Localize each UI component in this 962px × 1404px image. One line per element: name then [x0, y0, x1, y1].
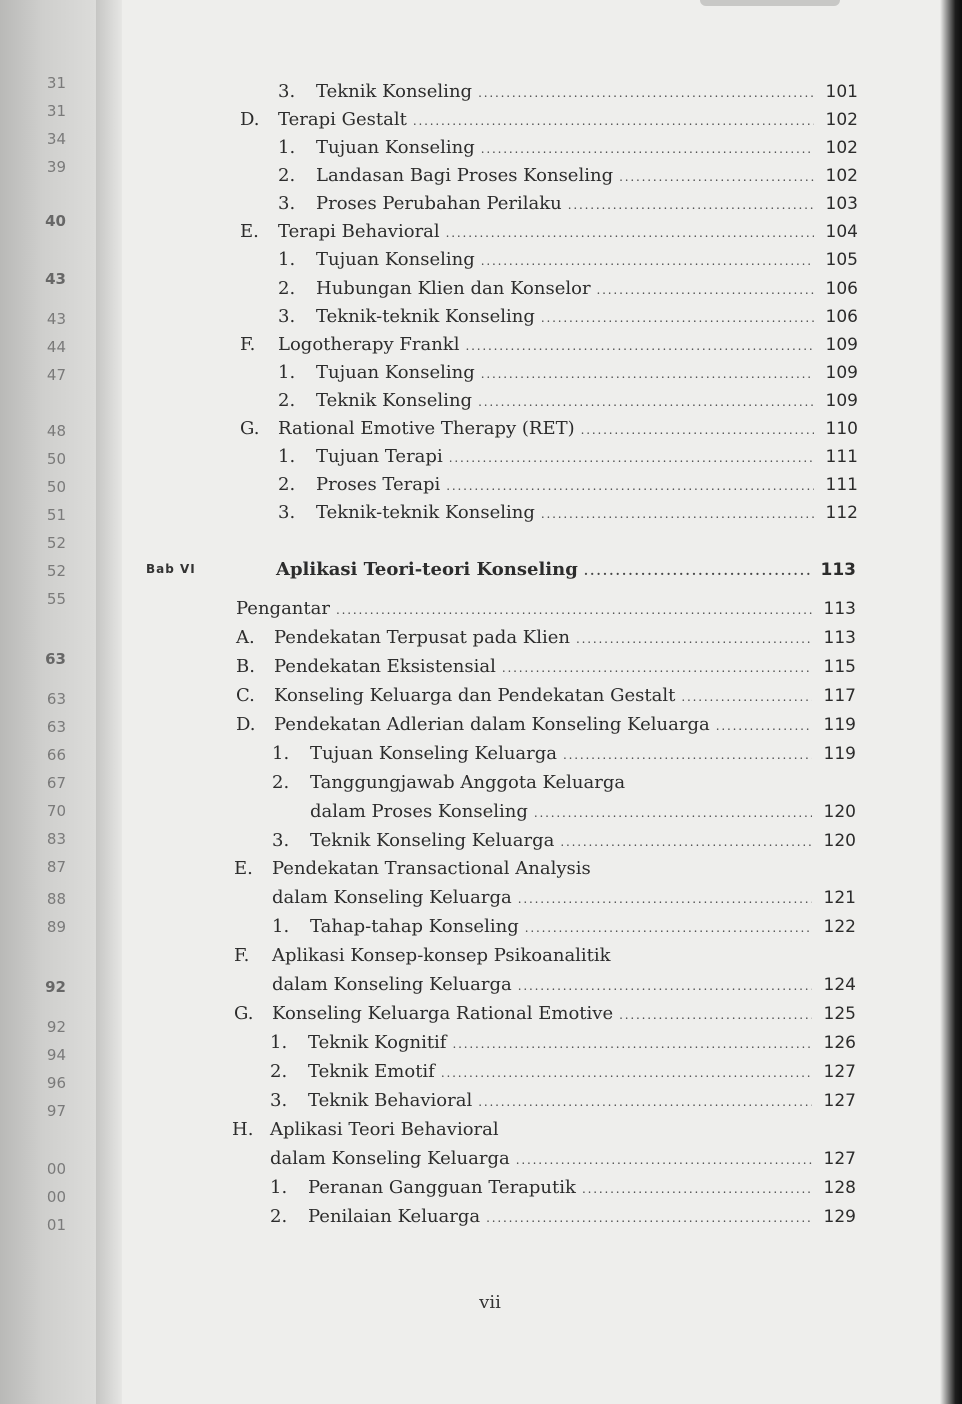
toc-entry-title: Pendekatan Transactional Analysis [272, 858, 591, 879]
toc-entry-title: Konseling Keluarga dan Pendekatan Gestalt [274, 685, 676, 706]
toc-entry [278, 248, 858, 273]
adjacent-page-number: 87 [46, 858, 66, 876]
adjacent-page-number: 83 [46, 830, 66, 848]
toc-entry [240, 333, 858, 358]
toc-entry [278, 361, 858, 386]
toc-entry-title: Peranan Gangguan Teraputik [308, 1177, 576, 1198]
toc-entry-marker: 3. [278, 306, 296, 327]
toc-entry-marker: 1. [272, 916, 290, 937]
toc-entry [236, 626, 856, 651]
adjacent-page-number: 63 [46, 690, 66, 708]
toc-entry [278, 192, 858, 217]
toc-leader-dots [619, 1003, 812, 1027]
toc-entry-page: 102 [825, 166, 858, 186]
toc-leader-dots [518, 974, 812, 998]
toc-entry [278, 80, 858, 105]
toc-entry [278, 277, 858, 302]
adjacent-page-number: 40 [45, 212, 66, 230]
adjacent-page-number: 55 [46, 590, 66, 608]
adjacent-page-number: 96 [46, 1074, 66, 1092]
toc-entry-marker: F. [234, 945, 250, 966]
toc-leader-dots [336, 598, 812, 622]
toc-entry-page: 101 [825, 82, 858, 102]
toc-entry [278, 501, 858, 526]
toc-entry-marker: 2. [270, 1061, 288, 1082]
toc-entry [270, 1176, 856, 1201]
toc-leader-dots [716, 714, 812, 738]
toc-entry [278, 445, 858, 470]
adjacent-page-number: 44 [46, 338, 66, 356]
toc-leader-dots [563, 743, 812, 767]
toc-entry [240, 220, 858, 245]
toc-entry-title: Proses Terapi [316, 474, 441, 495]
adjacent-page-number: 39 [46, 158, 66, 176]
toc-entry-title: Proses Perubahan Perilaku [316, 193, 562, 214]
toc-entry-title: dalam Proses Konseling [310, 801, 528, 822]
toc-leader-dots [478, 390, 814, 414]
toc-entry-marker: 3. [278, 81, 296, 102]
toc-entry [240, 108, 858, 133]
adjacent-page-number: 01 [46, 1216, 66, 1234]
toc-entry-page: 104 [825, 222, 858, 242]
toc-entry-marker: 1. [270, 1177, 288, 1198]
adjacent-page-number: 43 [45, 270, 66, 288]
toc-entry [270, 1089, 856, 1114]
toc-entry [272, 800, 856, 825]
toc-entry-title: Teknik Konseling [316, 81, 473, 102]
toc-entry-title: Pendekatan Adlerian dalam Konseling Keluarga [274, 714, 710, 735]
adjacent-page-number: 34 [46, 130, 66, 148]
adjacent-page-number: 52 [46, 534, 66, 552]
toc-entry-page: 113 [823, 628, 856, 648]
toc-entry-marker: H. [232, 1119, 254, 1140]
toc-entry-page: 128 [823, 1178, 856, 1198]
toc-entry-title: Penilaian Keluarga [308, 1206, 481, 1227]
toc-entry-title: Pengantar [236, 598, 330, 619]
adjacent-page-number: 52 [46, 562, 66, 580]
toc-entry-page: 113 [820, 560, 856, 580]
toc-entry-title: Tujuan Konseling [316, 362, 475, 383]
toc-entry [236, 684, 856, 709]
toc-entry-title: Pendekatan Eksistensial [274, 656, 496, 677]
toc-leader-dots [465, 334, 814, 358]
toc-entry-marker: 3. [272, 830, 290, 851]
toc-entry [278, 136, 858, 161]
toc-entry-title: Aplikasi Teori Behavioral [270, 1119, 499, 1140]
toc-entry-marker: B. [236, 656, 255, 677]
toc-entry [270, 1060, 856, 1085]
toc-leader-dots [502, 656, 812, 680]
toc-entry-marker: 3. [278, 502, 296, 523]
toc-entry-marker: A. [236, 627, 255, 648]
adjacent-page-number: 50 [46, 478, 66, 496]
toc-leader-dots [582, 1177, 812, 1201]
toc-leader-dots [478, 1090, 812, 1114]
toc-entry [278, 473, 858, 498]
toc-entry-marker: 1. [270, 1032, 288, 1053]
toc-entry-marker: 2. [278, 390, 296, 411]
adjacent-page-number: 50 [46, 450, 66, 468]
toc-entry-page: 119 [823, 715, 856, 735]
adjacent-page-number: 31 [46, 74, 66, 92]
toc-entry [272, 915, 856, 940]
toc-entry-page: 106 [825, 307, 858, 327]
toc-entry [278, 389, 858, 414]
toc-entry [234, 944, 856, 968]
toc-entry-marker: 1. [278, 446, 296, 467]
toc-entry-page: 127 [823, 1149, 856, 1169]
toc-entry-marker: G. [240, 418, 260, 439]
toc-entry-title: Teknik Konseling [316, 390, 473, 411]
toc-leader-dots [568, 193, 814, 217]
toc-entry-page: 105 [825, 250, 858, 270]
toc-entry-marker: 2. [270, 1206, 288, 1227]
toc-entry-marker: 2. [278, 474, 296, 495]
toc-entry-title: Terapi Gestalt [278, 109, 407, 130]
adjacent-page-number: 43 [46, 310, 66, 328]
toc-leader-dots [481, 249, 814, 273]
adjacent-page-number: 88 [46, 890, 66, 908]
toc-entry-marker: C. [236, 685, 255, 706]
toc-leader-dots [597, 278, 814, 302]
toc-entry-title: Teknik Kognitif [308, 1032, 447, 1053]
toc-entry-marker: F. [240, 334, 256, 355]
toc-leader-dots [441, 1061, 812, 1085]
toc-leader-dots [481, 362, 814, 386]
toc-entry-title: Tahap-tahap Konseling [310, 916, 519, 937]
toc-entry-page: 127 [823, 1062, 856, 1082]
toc-leader-dots [413, 109, 814, 133]
adjacent-page-number: 94 [46, 1046, 66, 1064]
toc-entry [232, 1147, 856, 1172]
toc-entry-title: Teknik Konseling Keluarga [310, 830, 555, 851]
toc-entry-page: 106 [825, 279, 858, 299]
toc-entry-marker: 1. [278, 362, 296, 383]
toc-entry-page: 129 [823, 1207, 856, 1227]
adjacent-page-number: 00 [46, 1160, 66, 1178]
toc-entry-page: 111 [825, 447, 858, 467]
toc-entry-page: 102 [825, 138, 858, 158]
adjacent-page-number: 51 [46, 506, 66, 524]
toc-entry-marker: 2. [278, 278, 296, 299]
toc-entry-title: Tujuan Terapi [316, 446, 443, 467]
toc-leader-dots [446, 474, 814, 498]
toc-entry [234, 1002, 856, 1027]
toc-entry-page: 103 [825, 194, 858, 214]
toc-leader-dots [581, 418, 814, 442]
toc-entry-title: Tujuan Konseling [316, 249, 475, 270]
toc-entry-page: 109 [825, 363, 858, 383]
adjacent-page-number: 47 [46, 366, 66, 384]
toc-entry-page: 120 [823, 831, 856, 851]
toc-entry [234, 886, 856, 911]
toc-leader-dots [516, 1148, 812, 1172]
toc-entry-marker: D. [236, 714, 256, 735]
toc-entry-page: 115 [823, 657, 856, 677]
toc-entry-page: 125 [823, 1004, 856, 1024]
toc-entry-page: 122 [823, 917, 856, 937]
toc-entry-page: 124 [823, 975, 856, 995]
toc-entry-title: Teknik Emotif [308, 1061, 435, 1082]
adjacent-page-number: 63 [45, 650, 66, 668]
toc-entry-title: Terapi Behavioral [278, 221, 440, 242]
toc-entry-page: 113 [823, 599, 856, 619]
adjacent-page-number: 63 [46, 718, 66, 736]
adjacent-page-number: 00 [46, 1188, 66, 1206]
toc-entry-marker: 3. [270, 1090, 288, 1111]
toc-leader-dots [481, 137, 814, 161]
toc-entry-page: 110 [825, 419, 858, 439]
toc-leader-dots [446, 221, 814, 245]
toc-leader-dots [619, 165, 814, 189]
toc-entry [278, 305, 858, 330]
adjacent-page-number: 92 [46, 1018, 66, 1036]
toc-entry [278, 164, 858, 189]
toc-entry-title: Hubungan Klien dan Konselor [316, 278, 591, 299]
toc-leader-dots [534, 801, 812, 825]
toc-entry [236, 713, 856, 738]
toc-entry-title: dalam Konseling Keluarga [272, 974, 512, 995]
adjacent-page-number: 97 [46, 1102, 66, 1120]
toc-entry [232, 1118, 856, 1142]
toc-entry-marker: 1. [278, 249, 296, 270]
toc-entry-title: Pendekatan Terpusat pada Klien [274, 627, 570, 648]
toc-entry-page: 126 [823, 1033, 856, 1053]
toc-entry-page: 127 [823, 1091, 856, 1111]
adjacent-page-number: 67 [46, 774, 66, 792]
adjacent-page-number: 92 [45, 978, 66, 996]
toc-leader-dots [452, 1032, 812, 1056]
toc-entry [238, 558, 856, 583]
toc-entry [272, 742, 856, 767]
toc-entry-title: Konseling Keluarga Rational Emotive [272, 1003, 614, 1024]
toc-entry [234, 973, 856, 998]
toc-entry-marker: G. [234, 1003, 254, 1024]
toc-entry-page: 121 [823, 888, 856, 908]
adjacent-page-number: 48 [46, 422, 66, 440]
toc-entry [272, 771, 856, 795]
toc-entry-title: Logotherapy Frankl [278, 334, 460, 355]
toc-entry-title: Teknik-teknik Konseling [316, 306, 535, 327]
toc-entry-title: dalam Konseling Keluarga [270, 1148, 510, 1169]
page-folio: vii [479, 1292, 501, 1313]
toc-entry [270, 1205, 856, 1230]
toc-entry [236, 655, 856, 680]
toc-leader-dots [525, 916, 812, 940]
toc-entry-marker: E. [240, 221, 259, 242]
toc-leader-dots [541, 502, 814, 526]
toc-leader-dots [518, 887, 812, 911]
toc-entry-title: Rational Emotive Therapy (RET) [278, 418, 575, 439]
toc-entry-page: 119 [823, 744, 856, 764]
toc-leader-dots [681, 685, 812, 709]
toc-leader-dots [449, 446, 814, 470]
toc-leader-dots [560, 830, 812, 854]
toc-entry-page: 111 [825, 475, 858, 495]
toc-leader-dots [576, 627, 812, 651]
toc-entry-title: Tanggungjawab Anggota Keluarga [310, 772, 626, 793]
toc-entry [270, 1031, 856, 1056]
toc-leader-dots [478, 81, 814, 105]
toc-entry-title: Teknik Behavioral [308, 1090, 473, 1111]
toc-entry-title: Tujuan Konseling Keluarga [310, 743, 558, 764]
toc-entry [272, 829, 856, 854]
toc-entry-page: 117 [823, 686, 856, 706]
toc-entry-marker: 2. [278, 165, 296, 186]
toc-entry-page: 120 [823, 802, 856, 822]
toc-entry-page: 102 [825, 110, 858, 130]
toc-entry-page: 109 [825, 391, 858, 411]
adjacent-page-number: 31 [46, 102, 66, 120]
toc-entry-marker: 2. [272, 772, 290, 793]
toc-leader-dots [541, 306, 814, 330]
chapter-tag: Bab VI [146, 562, 196, 576]
toc-entry-title: Aplikasi Konsep-konsep Psikoanalitik [272, 945, 611, 966]
toc-entry-title: Landasan Bagi Proses Konseling [316, 165, 614, 186]
toc-entry-marker: D. [240, 109, 260, 130]
adjacent-page-number: 89 [46, 918, 66, 936]
toc-entry [240, 417, 858, 442]
toc-entry [234, 857, 856, 881]
toc-leader-dots [486, 1206, 812, 1230]
toc-entry-page: 112 [825, 503, 858, 523]
toc-entry-page: 109 [825, 335, 858, 355]
toc-entry-title: Aplikasi Teori-teori Konseling [276, 559, 578, 580]
toc-entry-marker: 1. [278, 137, 296, 158]
toc-entry-marker: 1. [272, 743, 290, 764]
toc-entry-title: Teknik-teknik Konseling [316, 502, 535, 523]
toc-leader-dots [584, 559, 812, 583]
toc-entry-title: Tujuan Konseling [316, 137, 475, 158]
toc-entry-marker: E. [234, 858, 253, 879]
adjacent-page-number: 66 [46, 746, 66, 764]
toc-entry-marker: 3. [278, 193, 296, 214]
toc-entry [236, 597, 856, 622]
toc-entry-title: dalam Konseling Keluarga [272, 887, 512, 908]
adjacent-page-number: 70 [46, 802, 66, 820]
